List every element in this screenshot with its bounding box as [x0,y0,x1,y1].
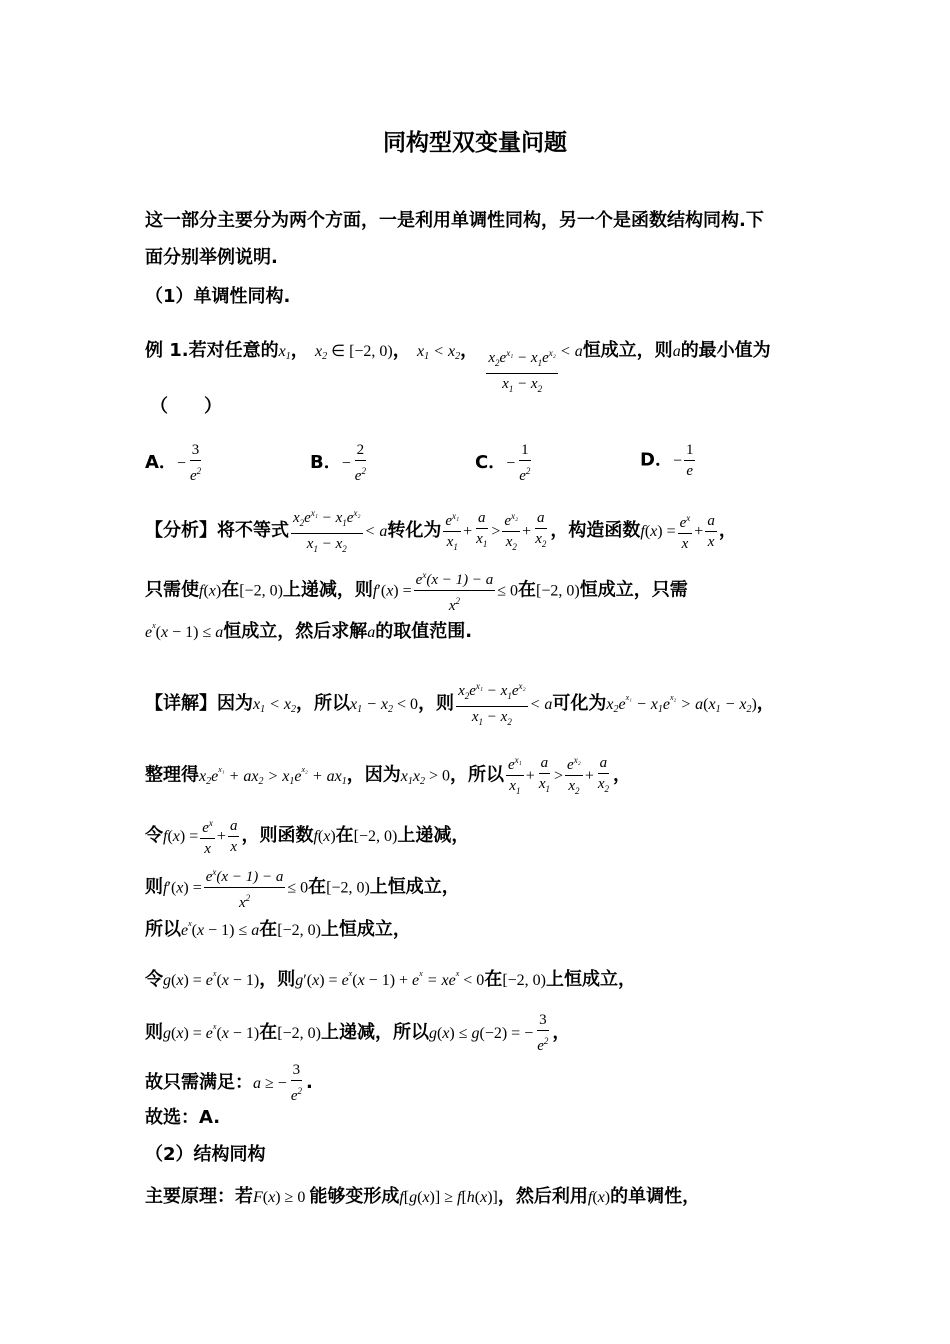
option-b: B．− $\frac{2}{e^2}$ [310,442,366,484]
detail-line-5: 所以$e^x(x - 1) \le a$在[−2, 0)上恒成立， [145,919,411,940]
example-1-answer-paren: （ ） [150,396,222,417]
detail-line-8: 故只需满足：a ≥ − $\frac{3}{e^2}$ . [145,1062,313,1104]
page-title: 同构型双变量问题 [383,130,567,156]
intro-line-2: 面分别举例说明. [145,247,278,268]
option-c: C．− $\frac{1}{e^2}$ [475,442,531,484]
option-a: A．− $\frac{3}{e^2}$ [145,442,202,484]
analysis-line-1: 【分析】将不等式 $\frac{x_2e^{x_1} - x_1e^{x_2}}{x_1 - x_2}$ < a转化为 $\frac{e^{x_1}}{x_1}$ + $\frac{a}{x_1}$ > $\frac{e^{x_2}}{x_2}$ + $\frac{a}{x_2}$ ，构造函数f(x) = $\frac{e^x}{x}$ + $\frac{a}{x}$ ， [145,503,737,559]
analysis-line-2: 只需使f(x)在[−2, 0)上递减，则f′(x) = $\frac{e^x(x - 1) - a}{x^2}$ ≤ 0在[−2, 0)恒成立，只需 [145,565,688,616]
detail-line-3: 令f(x) = $\frac{e^x}{x}$ + $\frac{a}{x}$ ，则函数f(x)在[−2, 0)上递减， [145,813,469,859]
section-2-heading: （2）结构同构 [145,1144,266,1165]
analysis-line-3: $e^x(x - 1) \le a$恒成立，然后求解a的取值范围. [145,621,473,642]
option-d: D．− $\frac{1}{e}$ [640,442,694,479]
detail-conclusion: 故选：A. [145,1107,221,1128]
example-1-statement: 例 1.若对任意的x1， x2 ∈ [−2, 0)， x1 < x2， $\frac{x_2e^{x_1} - x_1e^{x_2}}{x_1 - x_2}$ < a恒成立，则a的最小值为 [145,340,771,394]
detail-line-7: 则$g(x) = e^x(x - 1)$在[−2, 0)上递减，所以g(x) ≤ g(−2) = − $\frac{3}{e^2}$ ， [145,1012,571,1054]
principle-line: 主要原理：若F(x) ≥ 0 能够变形成f[g(x)] ≥ f[h(x)]，然后利用f(x)的单调性， [145,1186,701,1207]
section-1-heading: （1）单调性同构. [145,286,291,307]
detail-line-2: 整理得$x2e^{x_1} + ax2 > x1e^{x_2} + ax1$，因为x1x2 > 0，所以 $\frac{e^{x_1}}{x_1}$ + $\frac{a}{x_1}$ > $\frac{e^{x_2}}{x_2}$ + $\frac{a}{x_2}$ ， [145,750,631,801]
detail-line-4: 则f′(x) = $\frac{e^x(x - 1) - a}{x^2}$ ≤ 0在[−2, 0)上恒成立， [145,862,460,913]
detail-line-6: 令$g(x) = e^x(x - 1)$，则$g'(x) = e^x(x - 1) + e^x = xe^x < 0$在[−2, 0)上恒成立， [145,969,636,990]
intro-line-1: 这一部分主要分为两个方面，一是利用单调性同构，另一个是函数结构同构.下 [145,210,764,231]
detail-line-1: 【详解】因为x1 < x2，所以x1 − x2 < 0，则 $\frac{x_2e^{x_1} - x_1e^{x_2}}{x_1 - x_2}$ < a可化为$x2e^{x_1} - x1e^{x_2} > a(x1 - x2)$， [145,676,775,732]
